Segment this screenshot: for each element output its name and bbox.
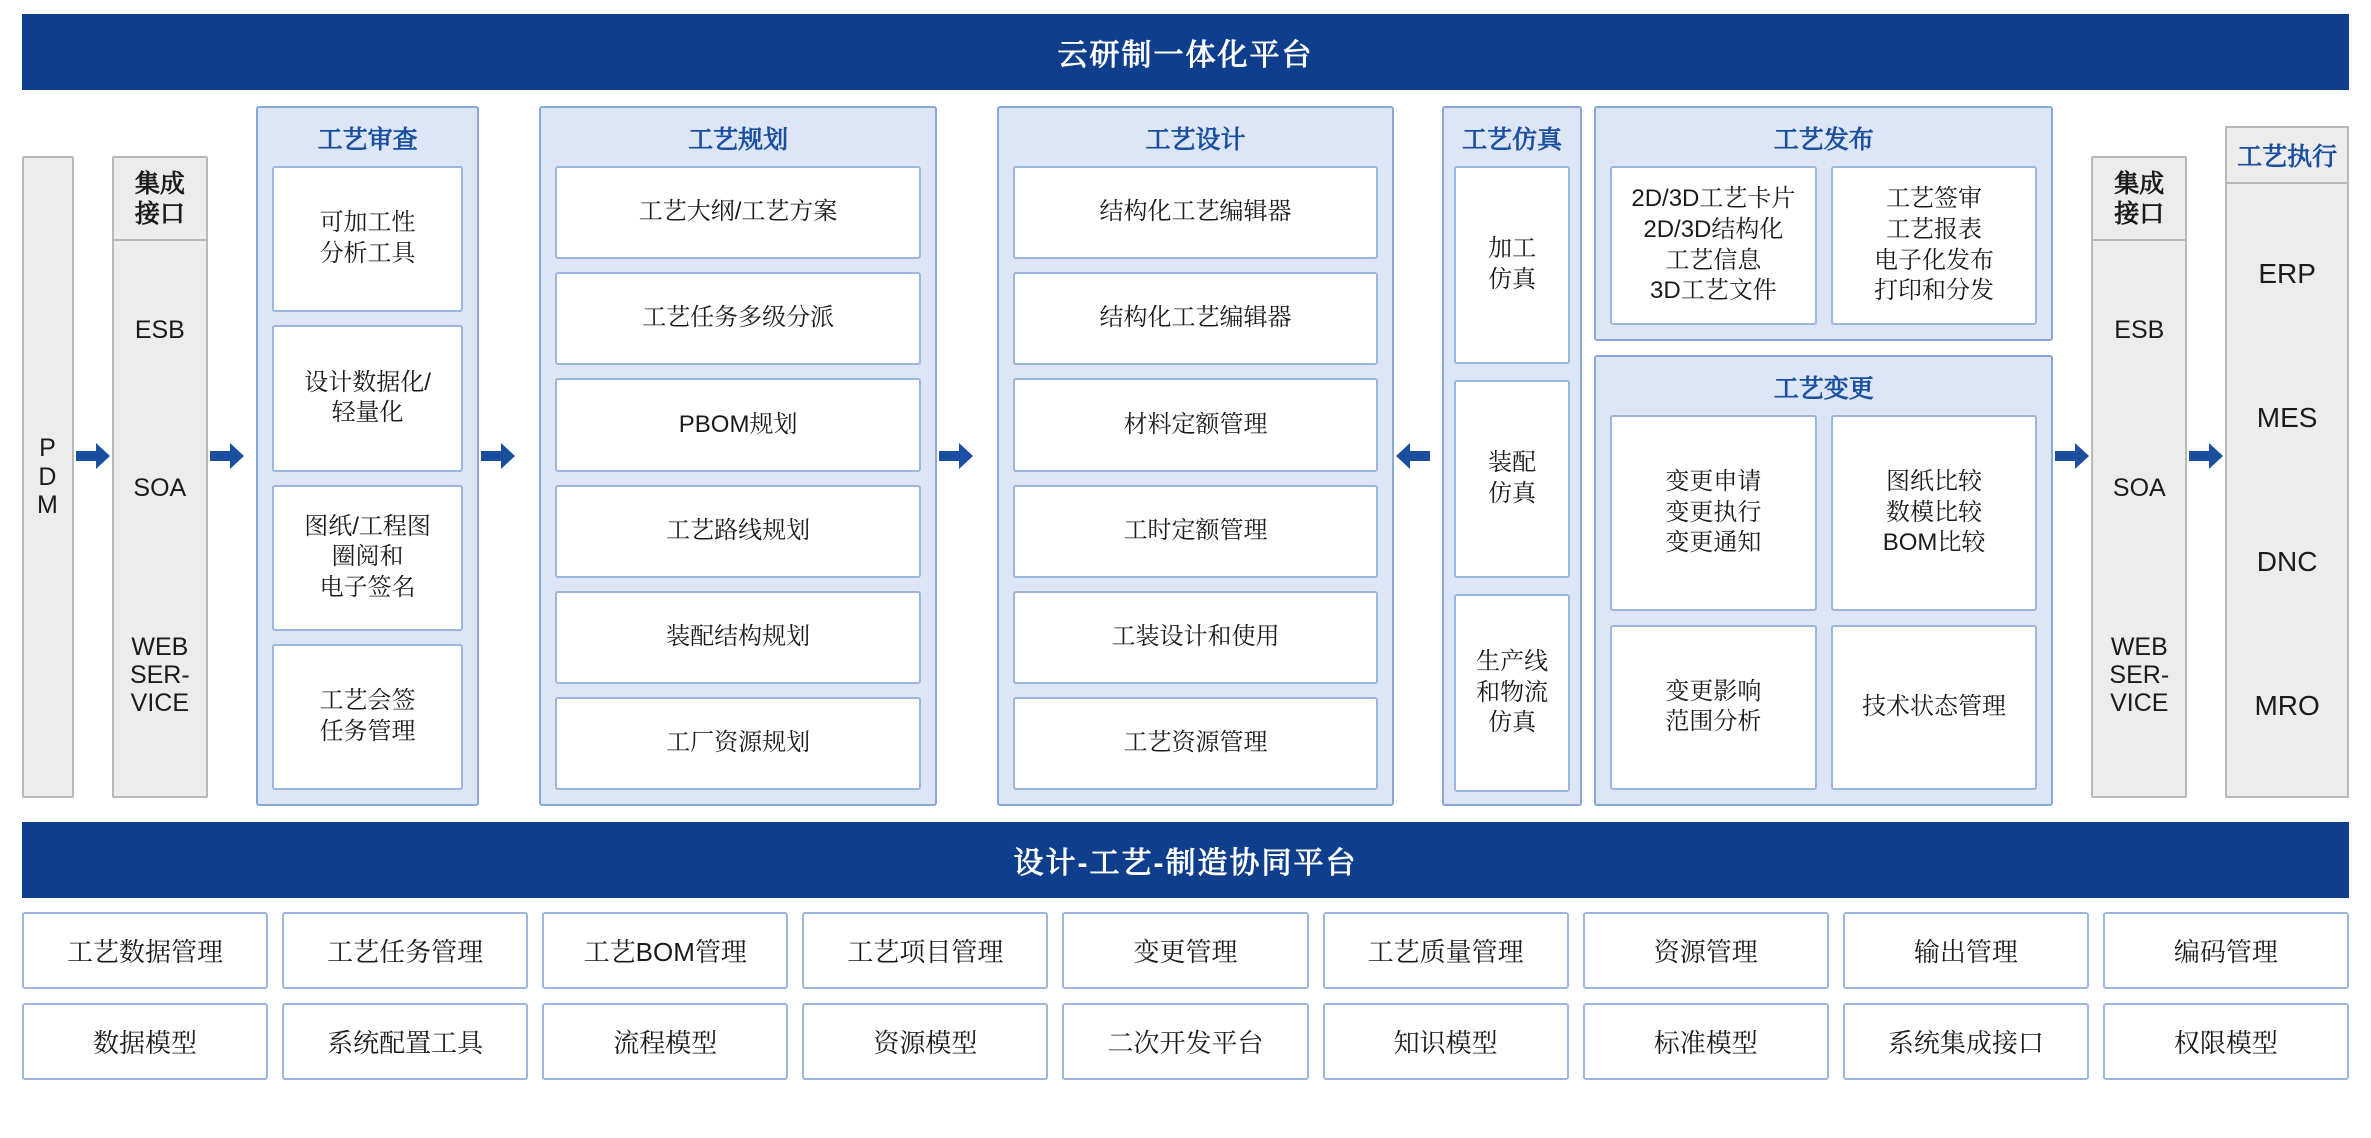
design-item-0[interactable]: 结构化工艺编辑器	[1013, 166, 1378, 259]
arrow-planning-to-design	[937, 106, 975, 806]
right-interface-item-esb: ESB	[2114, 316, 2165, 345]
process-simulation-panel	[1442, 106, 1582, 806]
bottom-r1-c7[interactable]: 资源管理	[1583, 912, 1829, 989]
bottom-r2-c1[interactable]: 数据模型	[22, 1003, 268, 1080]
main-diagram-row	[22, 106, 2349, 806]
process-planning-panel	[539, 106, 936, 806]
pdm-char-p: P	[39, 433, 57, 462]
process-execution-items	[2225, 184, 2349, 798]
change-item-request-exec-notice[interactable]: 变更申请 变更执行 变更通知	[1610, 415, 1817, 611]
process-review-title: 工艺审查	[317, 126, 418, 154]
bottom-row-2	[22, 1003, 2349, 1080]
bottom-r2-c9[interactable]: 权限模型	[2103, 1003, 2349, 1080]
arrow-review-to-planning	[479, 106, 517, 806]
bottom-r1-c9[interactable]: 编码管理	[2103, 912, 2349, 989]
change-item-config-management[interactable]: 技术状态管理	[1831, 625, 2038, 790]
arrow-interface-to-execution	[2187, 106, 2225, 806]
pdm-box	[22, 156, 74, 798]
planning-item-4[interactable]: 装配结构规划	[555, 591, 920, 684]
planning-item-1[interactable]: 工艺任务多级分派	[555, 272, 920, 365]
review-item-design-digitization[interactable]: 设计数据化/ 轻量化	[272, 325, 464, 471]
bottom-banner-title: 设计-工艺-制造协同平台	[22, 822, 2349, 898]
pdm-column	[22, 156, 74, 798]
pdm-char-d: D	[38, 462, 58, 491]
bottom-r2-c4[interactable]: 资源模型	[802, 1003, 1048, 1080]
process-review-items	[258, 166, 478, 804]
process-design-panel	[997, 106, 1394, 806]
bottom-r2-c8[interactable]: 系统集成接口	[1843, 1003, 2089, 1080]
change-item-compare[interactable]: 图纸比较 数模比较 BOM比较	[1831, 415, 2038, 611]
process-change-title: 工艺变更	[1773, 375, 1874, 403]
process-publish-items	[1596, 166, 2051, 339]
process-design-items	[999, 166, 1392, 804]
left-interface-item-esb: ESB	[134, 316, 185, 345]
bottom-r2-c7[interactable]: 标准模型	[1583, 1003, 1829, 1080]
review-item-machinability[interactable]: 可加工性 分析工具	[272, 166, 464, 312]
review-item-cosign-task[interactable]: 工艺会签 任务管理	[272, 644, 464, 790]
right-interface-items	[2093, 241, 2185, 796]
process-execution-column	[2225, 126, 2349, 798]
process-publish-panel	[1594, 106, 2053, 341]
top-banner-title: 云研制一体化平台	[22, 14, 2349, 90]
change-item-impact-analysis[interactable]: 变更影响 范围分析	[1610, 625, 1817, 790]
left-integration-interface	[112, 156, 208, 798]
pdm-label	[37, 434, 59, 520]
process-simulation-items	[1444, 166, 1580, 804]
planning-item-2[interactable]: PBOM规划	[555, 378, 920, 471]
planning-item-5[interactable]: 工厂资源规划	[555, 697, 920, 790]
review-item-drawing-markup-esign[interactable]: 图纸/工程图 圈阅和 电子签名	[272, 485, 464, 631]
bottom-r1-c4[interactable]: 工艺项目管理	[802, 912, 1048, 989]
right-interface-title: 集成 接口	[2114, 170, 2165, 228]
bottom-r1-c5[interactable]: 变更管理	[1062, 912, 1308, 989]
publish-change-stack	[1594, 106, 2053, 806]
process-review-panel	[256, 106, 480, 806]
collaboration-platform-section	[22, 822, 2349, 1080]
arrow-interface-to-review	[208, 106, 246, 806]
bottom-r1-c6[interactable]: 工艺质量管理	[1323, 912, 1569, 989]
simulation-item-assembly[interactable]: 装配 仿真	[1454, 380, 1570, 578]
design-item-4[interactable]: 工装设计和使用	[1013, 591, 1378, 684]
design-item-3[interactable]: 工时定额管理	[1013, 485, 1378, 578]
process-execution-title: 工艺执行	[2225, 126, 2349, 184]
planning-item-3[interactable]: 工艺路线规划	[555, 485, 920, 578]
bottom-row-1	[22, 912, 2349, 989]
bottom-r1-c2[interactable]: 工艺任务管理	[282, 912, 528, 989]
process-simulation-title: 工艺仿真	[1462, 126, 1563, 154]
process-change-panel	[1594, 355, 2053, 806]
design-item-2[interactable]: 材料定额管理	[1013, 378, 1378, 471]
bottom-r2-c3[interactable]: 流程模型	[542, 1003, 788, 1080]
execution-item-mro: MRO	[2254, 690, 2320, 721]
design-item-1[interactable]: 结构化工艺编辑器	[1013, 272, 1378, 365]
left-interface-item-webservice: WEB SER- VICE	[129, 632, 190, 717]
execution-item-erp: ERP	[2258, 258, 2316, 289]
arrow-pdm-to-interface	[74, 106, 112, 806]
arrow-simulation-to-design	[1394, 106, 1432, 806]
left-interface-title: 集成 接口	[134, 170, 185, 228]
bottom-r2-c6[interactable]: 知识模型	[1323, 1003, 1569, 1080]
simulation-item-machining[interactable]: 加工 仿真	[1454, 166, 1570, 364]
publish-item-approval[interactable]: 工艺签审 工艺报表 电子化发布 打印和分发	[1831, 166, 2038, 325]
bottom-r1-c1[interactable]: 工艺数据管理	[22, 912, 268, 989]
execution-item-mes: MES	[2256, 402, 2318, 433]
bottom-r1-c3[interactable]: 工艺BOM管理	[542, 912, 788, 989]
arrow-publish-to-right-interface	[2053, 106, 2091, 806]
simulation-item-production-logistics[interactable]: 生产线 和物流 仿真	[1454, 594, 1570, 792]
process-change-items	[1596, 415, 2051, 804]
bottom-r2-c5[interactable]: 二次开发平台	[1062, 1003, 1308, 1080]
design-item-5[interactable]: 工艺资源管理	[1013, 697, 1378, 790]
right-interface-item-soa: SOA	[2112, 474, 2166, 503]
left-interface-item-soa: SOA	[133, 474, 187, 503]
right-integration-interface	[2091, 156, 2187, 798]
process-planning-items	[541, 166, 934, 804]
execution-item-dnc: DNC	[2256, 546, 2318, 577]
bottom-r1-c8[interactable]: 输出管理	[1843, 912, 2089, 989]
process-design-title: 工艺设计	[1145, 126, 1246, 154]
publish-item-documents[interactable]: 2D/3D工艺卡片 2D/3D结构化 工艺信息 3D工艺文件	[1610, 166, 1817, 325]
bottom-r2-c2[interactable]: 系统配置工具	[282, 1003, 528, 1080]
left-interface-items	[114, 241, 206, 796]
process-publish-title: 工艺发布	[1773, 126, 1874, 154]
planning-item-0[interactable]: 工艺大纲/工艺方案	[555, 166, 920, 259]
process-planning-title: 工艺规划	[688, 126, 789, 154]
right-interface-item-webservice: WEB SER- VICE	[2109, 632, 2170, 717]
pdm-char-m: M	[37, 491, 59, 520]
